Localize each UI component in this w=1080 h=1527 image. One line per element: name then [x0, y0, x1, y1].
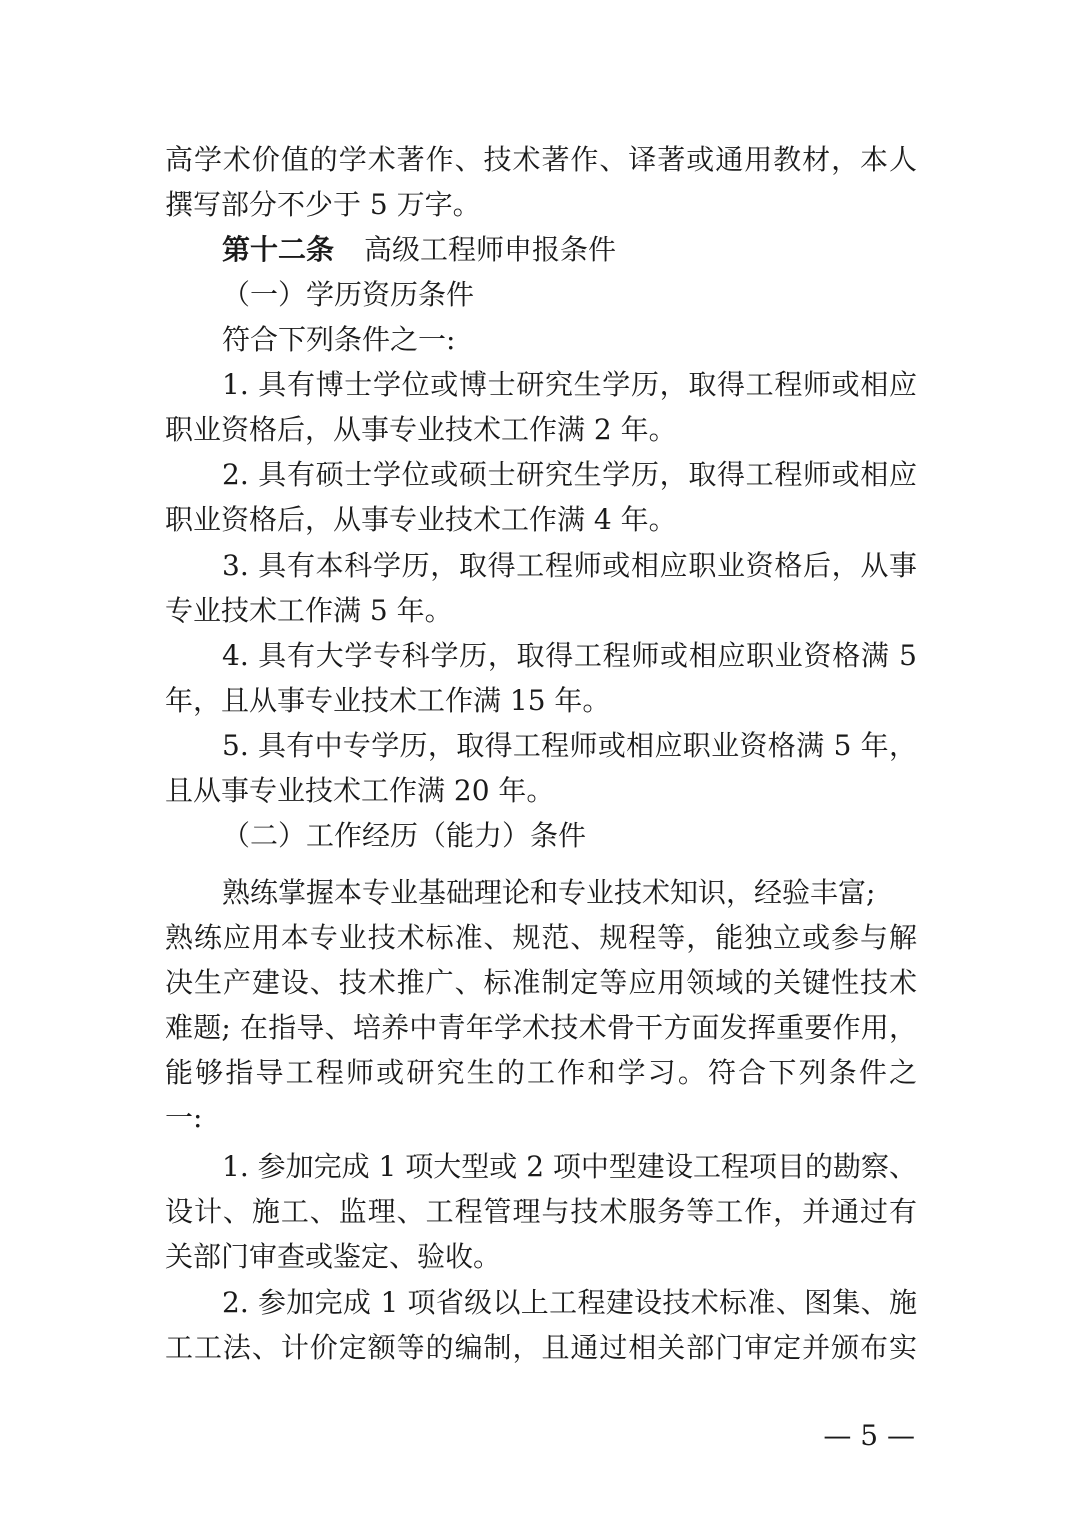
text-line: 熟练应用本专业技术标准、规范、规程等，能独立或参与解: [165, 921, 917, 954]
text-line: 撰写部分不少于 5 万字。: [165, 188, 481, 221]
text-line: 且从事专业技术工作满 20 年。: [165, 774, 555, 807]
text-line: 难题; 在指导、培养中青年学术技术骨干方面发挥重要作用，: [165, 1011, 917, 1044]
text-line: 关部门审查或鉴定、验收。: [165, 1240, 502, 1273]
list-item: 5. 具有中专学历，取得工程师或相应职业资格满 5 年，: [222, 729, 917, 762]
list-item: 4. 具有大学专科学历，取得工程师或相应职业资格满 5: [222, 639, 917, 672]
list-item: 2. 具有硕士学位或硕士研究生学历，取得工程师或相应: [222, 458, 917, 491]
list-item: 3. 具有本科学历，取得工程师或相应职业资格后，从事: [222, 549, 917, 582]
text-line: 工工法、计价定额等的编制，且通过相关部门审定并颁布实: [165, 1331, 917, 1364]
text-line: 职业资格后，从事专业技术工作满 2 年。: [165, 413, 677, 446]
text-line: 高学术价值的学术著作、技术著作、译著或通用教材，本人: [165, 143, 917, 176]
section-heading: （二）工作经历（能力）条件: [222, 819, 587, 852]
text-line: 熟练掌握本专业基础理论和专业技术知识，经验丰富;: [222, 876, 876, 909]
list-item: 1. 具有博士学位或博士研究生学历，取得工程师或相应: [222, 368, 917, 401]
text-line: 决生产建设、技术推广、标准制定等应用领域的关键性技术: [165, 966, 917, 999]
text-line: 专业技术工作满 5 年。: [165, 594, 453, 627]
text-line: 年，且从事专业技术工作满 15 年。: [165, 684, 611, 717]
text-line: 符合下列条件之一:: [222, 323, 456, 356]
list-item: 1. 参加完成 1 项大型或 2 项中型建设工程项目的勘察、: [222, 1150, 917, 1183]
article-title: 高级工程师申报条件: [364, 233, 617, 266]
section-heading: （一）学历资历条件: [222, 278, 475, 311]
page-number: — 5 —: [823, 1419, 915, 1452]
text-line: 能够指导工程师或研究生的工作和学习。符合下列条件之: [165, 1056, 917, 1089]
text-line: 职业资格后，从事专业技术工作满 4 年。: [165, 503, 677, 536]
list-item: 2. 参加完成 1 项省级以上工程建设技术标准、图集、施: [222, 1286, 917, 1319]
article-heading: [222, 227, 917, 272]
text-line: 一:: [165, 1101, 203, 1134]
text-line: 设计、施工、监理、工程管理与技术服务等工作，并通过有: [165, 1195, 917, 1228]
article-number: 第十二条: [222, 233, 335, 266]
